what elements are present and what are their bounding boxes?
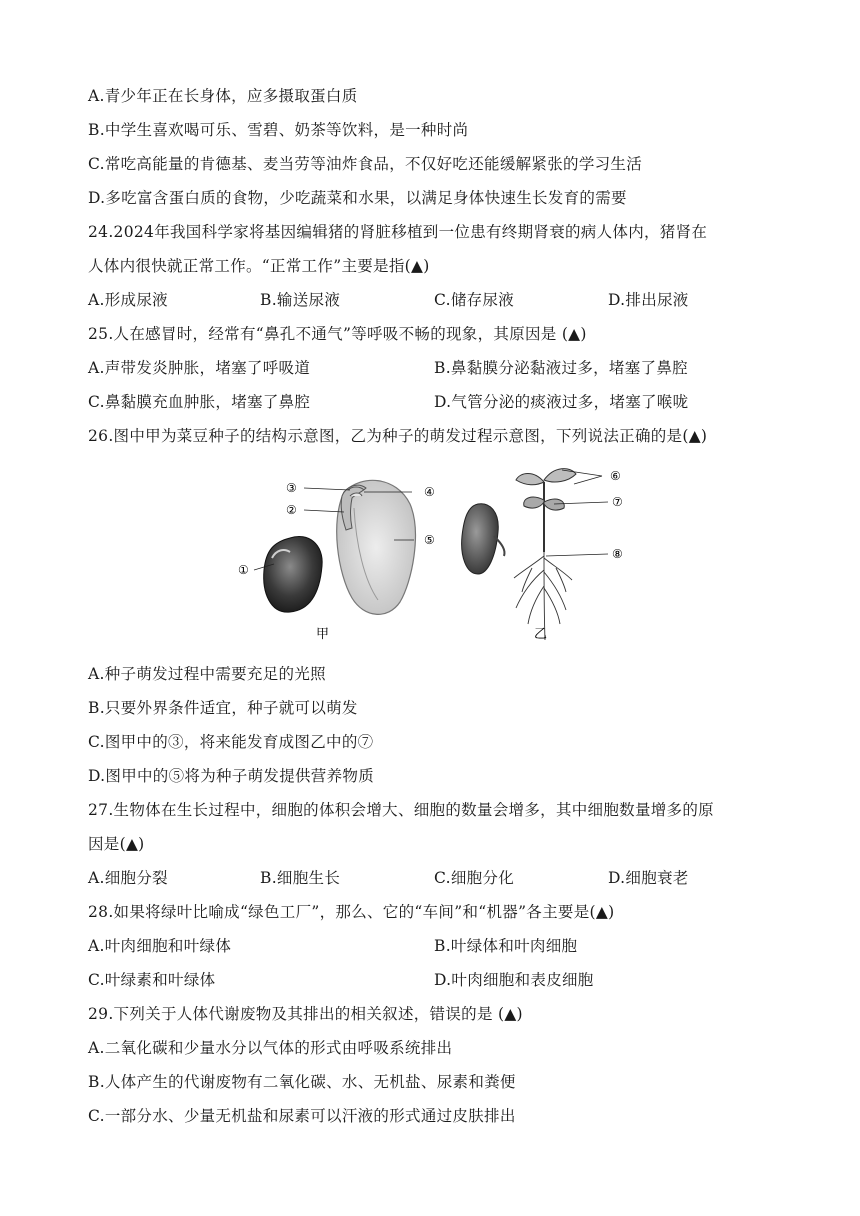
q23-option-d: D.多吃富含蛋白质的食物，少吃蔬菜和水果，以满足身体快速生长发育的需要 — [88, 189, 627, 207]
label-1: ① — [238, 563, 249, 577]
label-7: ⑦ — [612, 495, 623, 509]
label-4: ④ — [424, 485, 435, 499]
q25-option-c: C.鼻黏膜充血肿胀，堵塞了鼻腔 — [88, 393, 311, 411]
caption-jia: 甲 — [316, 627, 330, 642]
label-6: ⑥ — [610, 469, 621, 483]
q26-option-c: C.图甲中的③，将来能发育成图乙中的⑦ — [88, 733, 374, 751]
q24-stem-line1: 24.2024年我国科学家将基因编辑猪的肾脏移植到一位患有终期肾衰的病人体内，猪肾在 — [88, 223, 708, 241]
q23-option-c: C.常吃高能量的肯德基、麦当劳等油炸食品，不仅好吃还能缓解紧张的学习生活 — [88, 155, 643, 173]
q24-option-b: B.输送尿液 — [260, 291, 341, 309]
q26-stem: 26.图中甲为菜豆种子的结构示意图，乙为种子的萌发过程示意图，下列说法正确的是(▲) — [88, 427, 708, 445]
q28-stem: 28.如果将绿叶比喻成“绿色工厂”，那么、它的“车间”和“机器”各主要是(▲) — [88, 903, 615, 921]
seedling-drawing — [514, 469, 576, 640]
q27-stem-line1: 27.生物体在生长过程中，细胞的体积会增大、细胞的数量会增多，其中细胞数量增多的原 — [88, 801, 714, 819]
q29-option-b: B.人体产生的代谢废物有二氧化碳、水、无机盐、尿素和粪便 — [88, 1073, 516, 1091]
q29-option-a: A.二氧化碳和少量水分以气体的形式由呼吸系统排出 — [88, 1039, 453, 1057]
label-3: ③ — [286, 481, 297, 495]
caption-yi: 乙 — [534, 627, 548, 642]
q26-option-a: A.种子萌发过程中需要充足的光照 — [88, 665, 326, 683]
q25-option-b: B.鼻黏膜分泌黏液过多，堵塞了鼻腔 — [434, 359, 688, 377]
q27-stem-line2: 因是(▲) — [88, 835, 145, 853]
q27-option-c: C.细胞分化 — [434, 869, 515, 887]
q28-option-b: B.叶绿体和叶肉细胞 — [434, 937, 578, 955]
opened-seed-drawing — [337, 480, 416, 614]
q25-option-d: D.气管分泌的痰液过多，堵塞了喉咙 — [434, 393, 689, 411]
whole-seed-drawing — [264, 536, 322, 612]
figure-right-leader-lines — [546, 470, 608, 556]
q24-option-a: A.形成尿液 — [88, 291, 168, 309]
q27-option-d: D.细胞衰老 — [608, 869, 689, 887]
q24-option-c: C.储存尿液 — [434, 291, 515, 309]
q24-stem-line2: 人体内很快就正常工作。“正常工作”主要是指(▲) — [88, 257, 430, 275]
q27-option-a: A.细胞分裂 — [88, 869, 168, 887]
label-8: ⑧ — [612, 547, 623, 561]
q26-option-b: B.只要外界条件适宜，种子就可以萌发 — [88, 699, 358, 717]
q29-stem: 29.下列关于人体代谢废物及其排出的相关叙述，错误的是 (▲) — [88, 1005, 523, 1023]
label-2: ② — [286, 503, 297, 517]
q23-option-a: A.青少年正在长身体，应多摄取蛋白质 — [88, 87, 358, 105]
q24-option-d: D.排出尿液 — [608, 291, 689, 309]
q28-option-a: A.叶肉细胞和叶绿体 — [88, 937, 232, 955]
seed-diagram-figure — [232, 452, 642, 648]
q26-option-d: D.图甲中的⑤将为种子萌发提供营养物质 — [88, 767, 375, 785]
q29-option-c: C.一部分水、少量无机盐和尿素可以汗液的形式通过皮肤排出 — [88, 1107, 516, 1125]
q23-option-b: B.中学生喜欢喝可乐、雪碧、奶茶等饮料，是一种时尚 — [88, 121, 469, 139]
q28-option-d: D.叶肉细胞和表皮细胞 — [434, 971, 594, 989]
seed-diagram — [232, 452, 642, 648]
label-5: ⑤ — [424, 533, 435, 547]
q27-option-b: B.细胞生长 — [260, 869, 341, 887]
germinating-seed-drawing — [462, 504, 505, 574]
q25-option-a: A.声带发炎肿胀，堵塞了呼吸道 — [88, 359, 311, 377]
q25-stem: 25.人在感冒时，经常有“鼻孔不通气”等呼吸不畅的现象，其原因是 (▲) — [88, 325, 587, 343]
q28-option-c: C.叶绿素和叶绿体 — [88, 971, 216, 989]
